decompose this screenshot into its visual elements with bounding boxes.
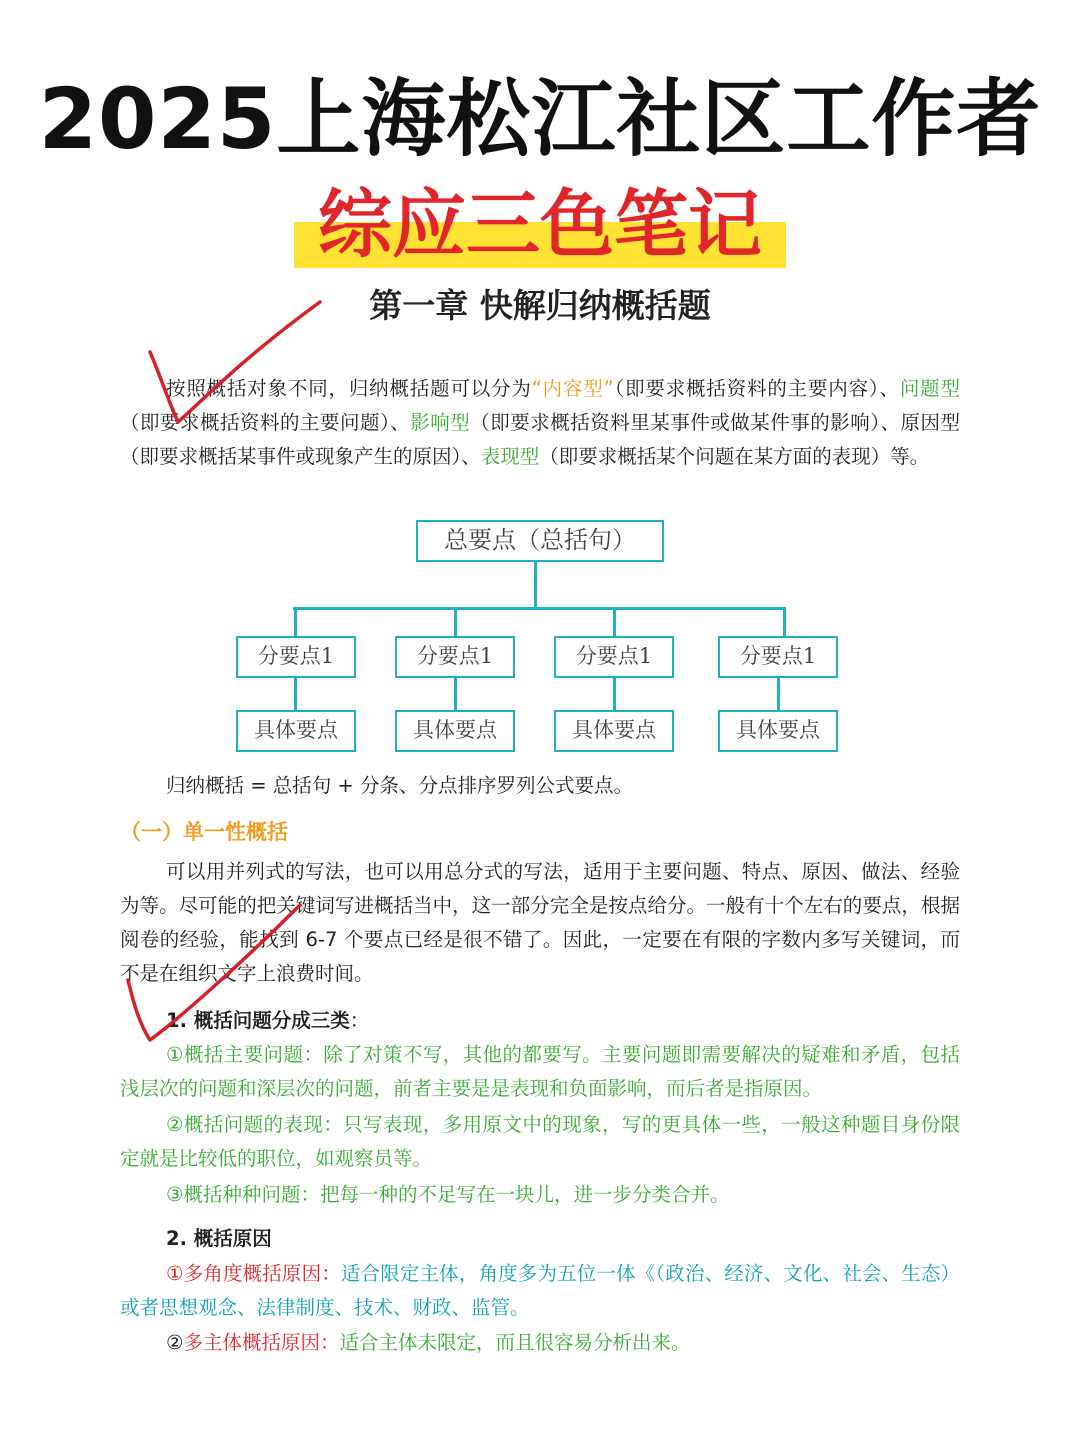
diagram-detail: 具体要点: [395, 710, 515, 752]
intro-text: （即要求概括资料的主要问题）、: [120, 411, 411, 434]
subtitle-text: 综应三色笔记: [318, 182, 762, 268]
intro-text: 按照概括对象不同，归纳概括题可以分为: [166, 377, 532, 400]
section-body: 可以用并列式的写法，也可以用总分式的写法，适用于主要问题、特点、原因、做法、经验为等。尽可能的把关键词写进概括当中，这一部分完全是按点给分。一般有十个左右的要点，根据阅卷的经验，能找到 6-7 个要点已经是很不错了。因此，一定要在有限的字数内多写关键词，而不是在组织文字上浪费时间。: [120, 860, 960, 985]
diagram-subpoint: 分要点1: [554, 636, 674, 678]
intro-text: （即要求概括资料里某事件或做某件事的影响）、原因型（即要求概括某事件或现象产生的原因）、: [120, 411, 960, 468]
type-impact: 影响型: [410, 411, 471, 434]
diagram-subpoint: 分要点1: [236, 636, 356, 678]
subsection-heading-colon: ：: [349, 1009, 370, 1032]
diagram-root: 总要点（总括句）: [416, 520, 664, 562]
intro-text: （即要求概括某个问题在某方面的表现）等。: [539, 445, 930, 468]
problem-item-1: ①概括主要问题：除了对策不写，其他的都要写。主要问题即需要解决的疑难和矛盾，包括浅层次的问题和深层次的问题，前者主要是是表现和负面影响，而后者是指原因。: [120, 1043, 960, 1100]
subsection-heading-text: 1. 概括问题分成三类: [166, 1009, 350, 1032]
problem-item-2: ②概括问题的表现：只写表现，多用原文中的现象，写的更具体一些，一般这种题目身份限定就是比较低的职位，如观察员等。: [120, 1113, 960, 1170]
cause-item-1-text: 适合限定主体，角度多为五位一体《（政治、经济、文化、社会、生态）或者思想观念、法律制度、技术、财政、监管。: [120, 1262, 960, 1319]
cause-item-2-label: 多主体概括原因：: [183, 1331, 340, 1354]
diagram-detail: 具体要点: [718, 710, 838, 752]
diagram-subpoint: 分要点1: [718, 636, 838, 678]
formula-text: 归纳概括 = 总括句 + 分条、分点排序罗列公式要点。: [166, 774, 633, 797]
subsection-heading-2: 2. 概括原因: [166, 1227, 272, 1250]
chapter-heading: 第一章 快解归纳概括题: [369, 286, 711, 325]
intro-text: （即要求概括资料的主要内容）、: [613, 377, 900, 400]
diagram-detail: 具体要点: [554, 710, 674, 752]
diagram-subpoint: 分要点1: [395, 636, 515, 678]
cause-item-2-num: ②: [166, 1331, 184, 1354]
type-performance: 表现型: [480, 445, 540, 468]
cause-item-1-label: ①多角度概括原因：: [166, 1262, 341, 1285]
type-content: “内容型”: [531, 377, 614, 400]
type-problem: 问题型: [899, 377, 960, 400]
page-title: 2025上海松江社区工作者: [38, 70, 1042, 168]
cause-item-2-text: 适合主体未限定，而且很容易分析出来。: [339, 1331, 691, 1354]
section-heading: （一）单一性概括: [120, 820, 288, 844]
problem-item-3: ③概括种种问题：把每一种的不足写在一块儿，进一步分类合并。: [166, 1183, 730, 1206]
diagram-detail: 具体要点: [236, 710, 356, 752]
